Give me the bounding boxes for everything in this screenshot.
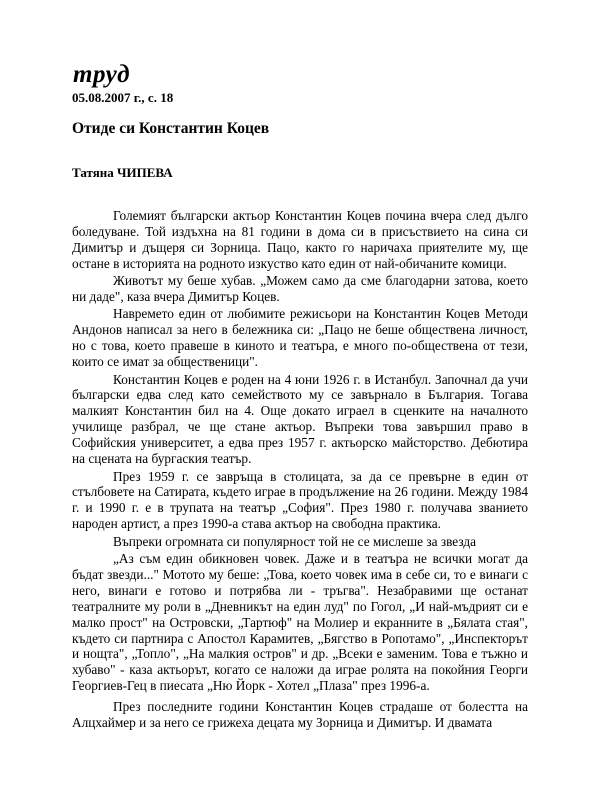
article-headline: Отиде си Константин Коцев (72, 120, 270, 137)
dateline: 05.08.2007 г., с. 18 (72, 90, 174, 105)
article-paragraph: През 1959 г. се завръща в столицата, за да се превърне в един от стълбовете на Сатирата, където играе в продължение на 26 години. Между 1984 г. и 1990 г. е в трупата на театър „София". През 1980 г. получава званието народен артист, а през 1990-а става актьор на свободна практика. (72, 468, 528, 532)
article-page (72, 62, 528, 733)
article-byline: Татяна ЧИПЕВА (72, 165, 173, 180)
article-paragraph: Константин Коцев е роден на 4 юни 1926 г. в Истанбул. Започнал да учи български едва след като семейството му се завърнало в България. Тогава малкият Константин бил на 4. Още докато играел в сценките на началното училище разбрал, че ще стане актьор. Въпреки това завършил право в Софийския университет, а едва през 1957 г. актьорско майсторство. Дебютира на сцената на бургаския театър. (72, 371, 528, 467)
article-paragraph: Животът му беше хубав. „Можем само да сме благодарни затова, което ни даде", каза вчера Димитър Коцев. (72, 273, 528, 305)
article-paragraph: „Аз съм един обикновен човек. Даже и в театъра не всички могат да бъдат звезди..." Мотото му беше: „Това, което човек има в себе си, то е винаги с него, винаги е готово и потрябва ли - тръгва". Незабравими ще останат театралните му роли в „Дневникът на един луд" по Гогол, „И най-мъдрият си е малко прост" на Островски, „Тартюф" на Молиер и екранните в „Бялата стая", където си партнира с Апостол Карамитев, „Бягство в Ропотамо", „Инспекторът и нощта", „Топло", „На малкия остров" и др. „Всеки е заменим. Това е тъжно и хубаво" - каза актьорът, когато се наложи да играе ролята на покойния Георги Георгиев-Гец в пиесата „Ню Йорк - Хотел „Плаза" през 1996-а. (72, 551, 528, 694)
newspaper-logo: труд (73, 61, 131, 88)
article-paragraph: Навремето един от любимите режисьори на Константин Коцев Методи Андонов написал за него в бележника си: „Пацо не беше обществена личност, но с това, което правеше в киното и театъра, е много по-обществена от тези, които се имат за общественици". (72, 306, 528, 370)
article-paragraph: През последните години Константин Коцев страдаше от болестта на Алцхаймер и за него се грижеха децата му Зорница и Димитър. И двамата (72, 699, 528, 731)
article-paragraph: Големият български актьор Константин Коцев почина вчера след дълго боледуване. Той издъхна на 81 години в дома си в присъствието на сина си Димитър и дъщеря си Зорница. Пацо, както го наричаха приятелите му, ще остане в историята на родното изкуство като един от най-обичаните комици. (72, 208, 528, 271)
article-paragraph: Въпреки огромната си популярност той не се мислеше за звезда (113, 533, 477, 549)
article-body (72, 208, 528, 731)
